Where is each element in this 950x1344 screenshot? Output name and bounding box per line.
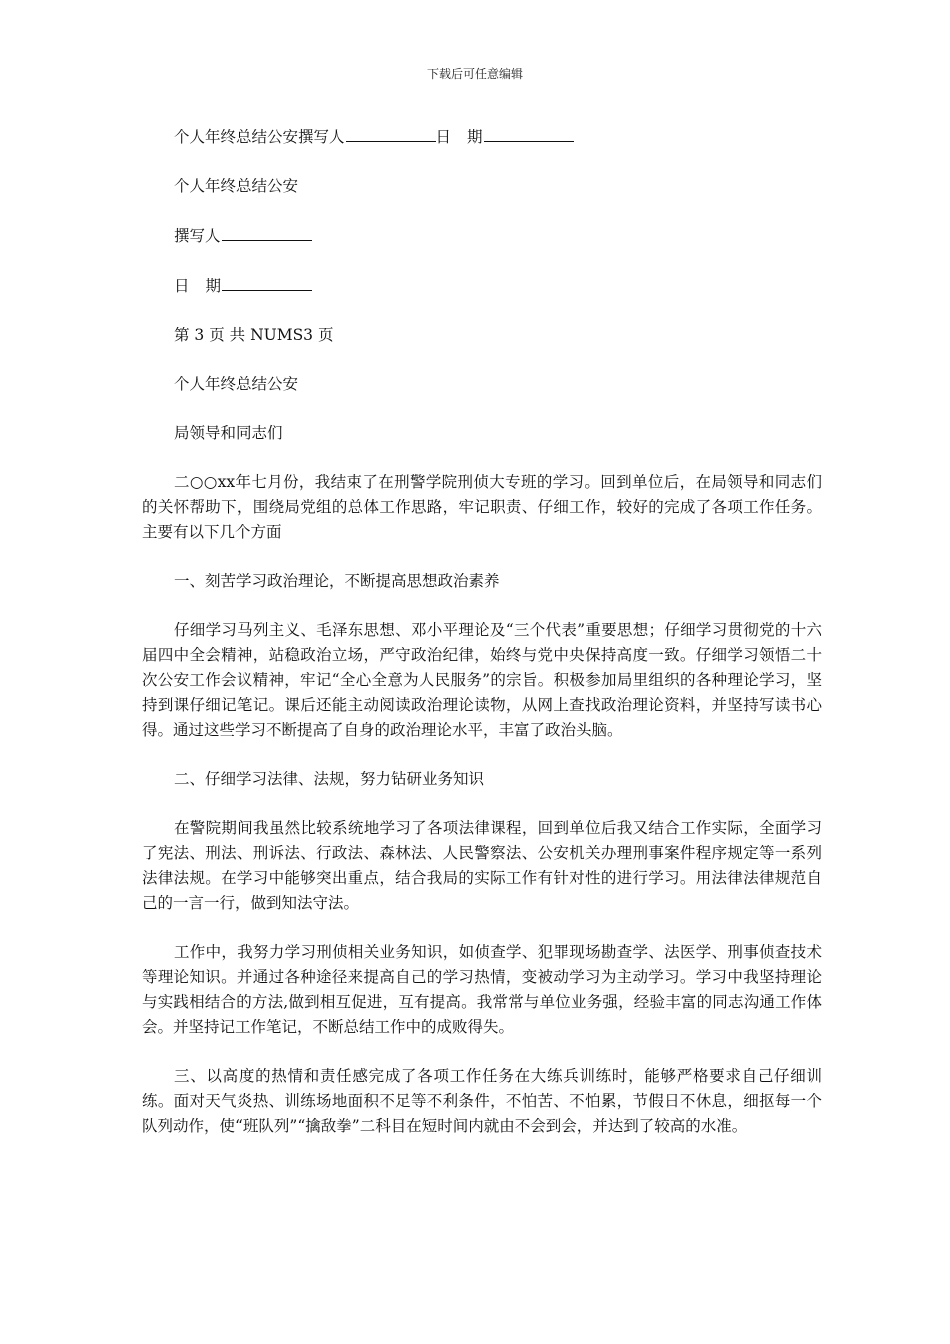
section2-heading: 二、仔细学习法律、法规，努力钻研业务知识 bbox=[174, 770, 485, 788]
salutation: 局领导和同志们 bbox=[174, 424, 283, 442]
cover-author-field bbox=[142, 223, 822, 249]
page-info: 第 3 页 共 NUMS3 页 bbox=[174, 326, 334, 344]
section3-paragraph: 三、以高度的热情和责任感完成了各项工作任务在大练兵训练时，能够严格要求自己仔细训练。面对天气炎热、训练场地面积不足等不利条件，不怕苦、不怕累，节假日不休息，细抠每一个队列动作，使“班队列”“擒敌拳”二科目在短时间内就由不会到会，并达到了较高的水准。 bbox=[142, 1067, 822, 1135]
cover-author-label: 撰写人 bbox=[174, 227, 221, 245]
cover-title: 个人年终总结公安 bbox=[174, 177, 299, 195]
doc-title: 个人年终总结公安 bbox=[174, 375, 299, 393]
cover-line-date-label-a: 日 bbox=[435, 128, 452, 146]
cover-line-title-author-date bbox=[142, 124, 822, 150]
section2-paragraph-1: 在警院期间我虽然比较系统地学习了各项法律课程，回到单位后我又结合工作实际，全面学习了宪法、刑法、刑诉法、行政法、森林法、人民警察法、公安机关办理刑事案件程序规定等一系列法律法规。在学习中能够突出重点，结合我局的实际工作有针对性的进行学习。用法律法律规范自己的一言一行，做到知法守法。 bbox=[142, 819, 822, 912]
cover-line-title: 个人年终总结公安撰写人 bbox=[174, 128, 345, 146]
author-blank-line bbox=[346, 124, 436, 142]
cover-date-label-a: 日 bbox=[174, 277, 190, 295]
cover-line-date-label-b: 期 bbox=[467, 128, 483, 146]
cover-date-field bbox=[142, 273, 822, 299]
date-blank-line bbox=[484, 124, 574, 142]
section1-paragraph: 仔细学习马列主义、毛泽东思想、邓小平理论及“三个代表”重要思想；仔细学习贯彻党的十六届四中全会精神，站稳政治立场，严守政治纪律，始终与党中央保持高度一致。仔细学习领悟二十次公安工作会议精神，牢记“全心全意为人民服务”的宗旨。积极参加局里组织的各种理论学习，坚持到课仔细记笔记。课后还能主动阅读政治理论读物，从网上查找政治理论资料，并坚持写读书心得。通过这些学习不断提高了自身的政治理论水平，丰富了政治头脑。 bbox=[142, 621, 822, 739]
cover-date-blank bbox=[222, 273, 312, 291]
cover-date-label-b: 期 bbox=[205, 277, 222, 295]
intro-paragraph: 二○○xx年七月份，我结束了在刑警学院刑侦大专班的学习。回到单位后，在局领导和同志们的关怀帮助下，围绕局党组的总体工作思路，牢记职责、仔细工作，较好的完成了各项工作任务。主要有以下几个方面 bbox=[142, 473, 822, 541]
header-note: 下载后可任意编辑 bbox=[426, 67, 523, 81]
cover-author-blank bbox=[222, 223, 312, 241]
document-body bbox=[142, 124, 822, 1163]
section2-paragraph-2: 工作中，我努力学习刑侦相关业务知识，如侦查学、犯罪现场勘查学、法医学、刑事侦查技术等理论知识。并通过各种途径来提高自己的学习热情，变被动学习为主动学习。学习中我坚持理论与实践相结合的方法,做到相互促进，互有提高。我常常与单位业务强，经验丰富的同志沟通工作体会。并坚持记工作笔记，不断总结工作中的成败得失。 bbox=[142, 943, 822, 1036]
section1-heading: 一、刻苦学习政治理论，不断提高思想政治素养 bbox=[174, 572, 500, 590]
